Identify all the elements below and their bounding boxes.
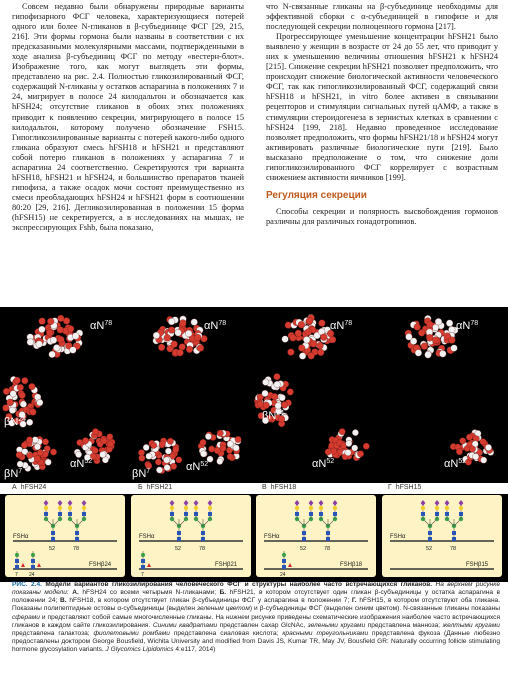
glycan-sphere xyxy=(21,442,27,448)
glycan-sphere xyxy=(310,340,317,347)
glycan-sphere xyxy=(217,458,223,464)
glycan-sphere xyxy=(176,457,182,463)
sialic-acid-diamond xyxy=(435,500,440,506)
glycan-sphere xyxy=(432,337,439,344)
glycan-sphere xyxy=(257,401,264,408)
glycan-sphere xyxy=(159,441,165,447)
galactose-circle xyxy=(208,506,212,510)
glycan-sphere xyxy=(262,379,269,386)
glcnac-square xyxy=(201,531,205,535)
galactose-circle xyxy=(82,506,86,510)
glycan-sphere xyxy=(37,449,43,455)
glycan-sphere xyxy=(30,409,37,416)
glycan-sphere xyxy=(466,434,472,440)
glycan-sphere xyxy=(45,459,51,465)
glycan-sphere xyxy=(473,453,479,459)
paragraph: что N-связанные гликаны на β-субъединице необходимы для эффективной сборки с α-субъединицей в гипофизе и для последующей секреции полноценного гормона [217]. xyxy=(266,2,498,32)
glycan-sphere xyxy=(165,448,171,454)
label-beta-n7-a: $\beta N^7$ xyxy=(4,468,23,480)
beta-subunit-label: FSHβ24 xyxy=(89,562,112,568)
glcnac-square xyxy=(15,565,19,569)
glycan-sphere xyxy=(47,318,54,325)
paragraph: Совсем недавно были обнаружены природные варианты гипофизарного ФСГ человека, характеризующиеся потерей одного или более N-гликанов в β-субъединице ФСГ [29, 215, 216]. Эти формы гормона были названы в соответствии с их предсказанными молекулярными массами, подтвержденными в ходе анализа β-субъединиц ФСГ по методу «вестерн-блот». Изображение того, как могут выглядеть эти формы, представлено на рис. 2.4. Полностью гликозилированный ФСГ, содержащий N-гликаны у остатков аспарагина в положениях 7 и 24, мигрирует в полосе 24 килодальтон и обозначается как hFSH24; отсутствие гликанов в обоих этих положениях приводит к появлению секреции, мигрирующего в полосе 15 килодальтон, которому получено обозначение FSH15. Гипогликозилированные варианты с потерей какого-либо одного гликана образуют смесь hFSH18 и hFSH21 и представляют собой потерю гликанов в положениях у аспарагина 7 и аспарагина 24 соответственно. Секретируются три варианта hFSH18, hFSH21 и hFSH24, и большинство препаратов тканей гипофиза, а также осадок мочи состоят преимущественно из смеси преобладающих hFSH24 и hFSH21 форм в соотношении 80:20 [29, 216]. Дегликозилированная в положении 15 форма (hFSH15) не секретируется, а в исследованиях на мышах, не экспрессирующих Fshb, была показано, xyxy=(12,2,244,233)
glycan-sphere xyxy=(281,402,288,409)
glycan-sphere xyxy=(70,347,77,354)
site-24-label: 24 xyxy=(280,572,286,577)
glcnac-square xyxy=(44,512,48,516)
glycan-sphere xyxy=(295,330,302,337)
glycan-sphere xyxy=(146,453,152,459)
label-alpha-n52-c: $\alpha N^{52}$ xyxy=(312,458,335,470)
glycan-sphere xyxy=(156,467,162,473)
galactose-circle xyxy=(58,506,62,510)
glcnac-square xyxy=(208,512,212,516)
glycan-sphere xyxy=(92,447,98,453)
panel-label-b: Б hFSH21 xyxy=(138,484,173,491)
sialic-acid-diamond xyxy=(194,500,199,506)
section-heading: Регуляция секреции xyxy=(266,189,367,201)
glcnac-square xyxy=(31,559,35,563)
glycan-sphere xyxy=(480,439,486,445)
glycan-panel-hfsh24 xyxy=(5,495,125,577)
glycan-sphere xyxy=(22,377,29,384)
glycan-sphere xyxy=(426,334,433,341)
molecular-models xyxy=(0,307,508,483)
glycan-sphere xyxy=(446,320,453,327)
glycan-sphere xyxy=(27,452,33,458)
glycan-sphere xyxy=(345,449,351,455)
glycan-sphere xyxy=(214,447,220,453)
glcnac-square xyxy=(302,537,306,541)
glycan-sphere xyxy=(271,393,278,400)
mannose-circle xyxy=(282,553,286,557)
glycan-sphere xyxy=(37,399,44,406)
site-24-label: 24 xyxy=(29,572,35,577)
glycan-sphere xyxy=(26,419,33,426)
label-alpha-n78-d: $\alpha N^{78}$ xyxy=(456,320,479,332)
glycan-sphere xyxy=(288,349,295,356)
glycan-sphere xyxy=(57,326,64,333)
galactose-circle xyxy=(170,506,174,510)
glycan-sphere xyxy=(352,445,358,451)
glcnac-square xyxy=(445,512,449,516)
glycan-sphere xyxy=(57,315,64,322)
glycan-sphere xyxy=(92,428,98,434)
mannose-circle xyxy=(141,553,145,557)
glycan-sphere xyxy=(168,318,175,325)
galactose-circle xyxy=(459,506,463,510)
glycan-panel-hfsh21 xyxy=(131,495,251,577)
glycan-sphere xyxy=(7,399,14,406)
glycan-sphere xyxy=(164,464,170,470)
glcnac-square xyxy=(201,537,205,541)
glycan-sphere xyxy=(233,445,239,451)
label-beta-n24-c: $\beta N^{24}$ xyxy=(262,410,285,422)
glycan-sphere xyxy=(263,402,270,409)
glycan-sphere xyxy=(305,329,312,336)
panel-label-bar xyxy=(0,483,508,494)
glycan-sphere xyxy=(275,403,282,410)
glcnac-square xyxy=(177,531,181,535)
glycan-sphere xyxy=(171,341,178,348)
fucose-triangle xyxy=(37,563,41,567)
glycan-sphere xyxy=(19,392,26,399)
site-52-label: 52 xyxy=(426,546,433,552)
glycan-sphere xyxy=(164,334,171,341)
glycan-sphere xyxy=(298,345,305,352)
galactose-circle xyxy=(295,506,299,510)
glycan-sphere xyxy=(14,377,21,384)
galactose-circle xyxy=(421,506,425,510)
galactose-circle xyxy=(184,506,188,510)
fucose-triangle xyxy=(147,563,151,567)
glycan-sphere xyxy=(406,333,413,340)
sialic-acid-diamond xyxy=(421,500,426,506)
glcnac-square xyxy=(282,565,286,569)
glycan-sphere xyxy=(200,439,206,445)
glycan-sphere xyxy=(167,438,173,444)
glycan-sphere xyxy=(151,442,157,448)
glycan-sphere xyxy=(217,430,223,436)
sialic-acid-diamond xyxy=(459,500,464,506)
glycan-sphere xyxy=(50,337,57,344)
sialic-acid-diamond xyxy=(184,500,189,506)
sialic-acid-diamond xyxy=(82,500,87,506)
glycan-sphere xyxy=(39,318,46,325)
panel-label-a: А hFSH24 xyxy=(12,484,47,491)
glcnac-square xyxy=(68,512,72,516)
glycan-sphere xyxy=(298,321,305,328)
panel-label-d: Г hFSH15 xyxy=(388,484,422,491)
glycan-sphere xyxy=(72,333,79,340)
glycan-sphere xyxy=(3,388,10,395)
label-alpha-n78-b: $\alpha N^{78}$ xyxy=(204,320,227,332)
label-alpha-n52-a: $\alpha N^{52}$ xyxy=(70,458,93,470)
glycan-sphere xyxy=(53,344,60,351)
glycan-sphere xyxy=(469,446,475,452)
galactose-circle xyxy=(68,506,72,510)
alpha-subunit-label: FSHα xyxy=(13,534,29,540)
glcnac-square xyxy=(82,512,86,516)
glycan-sphere xyxy=(32,437,38,443)
sialic-acid-diamond xyxy=(68,500,73,506)
glcnac-square xyxy=(141,565,145,569)
glycan-sphere xyxy=(299,353,306,360)
glycan-panel-hfsh18 xyxy=(256,495,376,577)
glycan-diagram xyxy=(382,495,502,577)
glycan-sphere xyxy=(42,439,48,445)
label-alpha-n78-a: $\alpha N^{78}$ xyxy=(90,320,113,332)
glycan-panel-hfsh15 xyxy=(382,495,502,577)
glycan-sphere xyxy=(205,433,211,439)
glycan-schematics xyxy=(0,495,508,577)
glycan-sphere xyxy=(485,444,491,450)
glycan-sphere xyxy=(235,436,241,442)
glycan-sphere xyxy=(303,336,310,343)
glcnac-square xyxy=(421,512,425,516)
glycan-sphere xyxy=(227,441,233,447)
glycan-sphere xyxy=(481,457,487,463)
glycan-sphere xyxy=(319,320,326,327)
site-7-label: 7 xyxy=(141,572,144,577)
site-78-label: 78 xyxy=(73,546,80,552)
glycan-sphere xyxy=(418,329,425,336)
galactose-circle xyxy=(309,506,313,510)
glycan-sphere xyxy=(194,334,201,341)
glcnac-square xyxy=(170,512,174,516)
glycan-sphere xyxy=(17,384,24,391)
glycan-sphere xyxy=(173,446,179,452)
beta-subunit-label: FSHβ21 xyxy=(215,562,238,568)
glycan-sphere xyxy=(308,352,315,359)
glcnac-square xyxy=(326,531,330,535)
glycan-sphere xyxy=(34,456,40,462)
sialic-acid-diamond xyxy=(333,500,338,506)
glycan-sphere xyxy=(168,327,175,334)
glcnac-square xyxy=(319,512,323,516)
label-alpha-n78-c: $\alpha N^{78}$ xyxy=(330,320,353,332)
glycan-sphere xyxy=(282,336,289,343)
glycan-sphere xyxy=(306,317,313,324)
label-beta-n24-a: $\beta N^{24}$ xyxy=(4,416,27,428)
glycan-sphere xyxy=(185,330,192,337)
glycan-sphere xyxy=(10,391,17,398)
paragraph: Способы секреции и полярность высвобождения гормонов различны для различных гонадотропинов. xyxy=(266,206,498,226)
glcnac-square xyxy=(15,559,19,563)
sialic-acid-diamond xyxy=(295,500,300,506)
glycan-sphere xyxy=(435,318,442,325)
glycan-sphere xyxy=(75,451,81,457)
glycan-sphere xyxy=(456,449,462,455)
sialic-acid-diamond xyxy=(445,500,450,506)
glycan-sphere xyxy=(425,351,432,358)
glcnac-square xyxy=(428,531,432,535)
glycan-sphere xyxy=(274,381,281,388)
glycan-sphere xyxy=(320,334,327,341)
glcnac-square xyxy=(459,512,463,516)
glycan-sphere xyxy=(49,351,56,358)
glcnac-square xyxy=(51,537,55,541)
glycan-sphere xyxy=(197,345,204,352)
glycan-sphere xyxy=(101,438,107,444)
glcnac-square xyxy=(302,531,306,535)
glycan-sphere xyxy=(346,440,352,446)
galactose-circle xyxy=(319,506,323,510)
glycan-sphere xyxy=(290,334,297,341)
glycan-sphere xyxy=(287,389,294,396)
figure-number: РИС. 2.4. xyxy=(12,581,42,588)
glycan-sphere xyxy=(27,339,34,346)
site-52-label: 52 xyxy=(49,546,56,552)
sialic-acid-diamond xyxy=(58,500,63,506)
glycan-sphere xyxy=(34,444,40,450)
glycan-sphere xyxy=(155,459,161,465)
glycan-sphere xyxy=(325,449,331,455)
glcnac-square xyxy=(177,537,181,541)
left-column xyxy=(12,2,244,233)
site-7-label: 7 xyxy=(15,572,18,577)
glycan-sphere xyxy=(164,457,170,463)
glycan-sphere xyxy=(421,343,428,350)
mannose-circle xyxy=(31,553,35,557)
alpha-subunit-label: FSHα xyxy=(139,534,155,540)
glycan-sphere xyxy=(26,437,32,443)
glcnac-square xyxy=(435,512,439,516)
glycan-sphere xyxy=(279,394,286,401)
glcnac-square xyxy=(282,559,286,563)
sialic-acid-diamond xyxy=(170,500,175,506)
glycan-sphere xyxy=(357,451,363,457)
glcnac-square xyxy=(452,537,456,541)
glycan-sphere xyxy=(29,383,36,390)
glcnac-square xyxy=(75,531,79,535)
glycan-sphere xyxy=(317,349,324,356)
glycan-sphere xyxy=(58,336,65,343)
fucose-triangle xyxy=(21,563,25,567)
glycan-sphere xyxy=(200,451,206,457)
glcnac-square xyxy=(452,531,456,535)
sialic-acid-diamond xyxy=(44,500,49,506)
glycan-diagram xyxy=(131,495,251,577)
glycan-sphere xyxy=(186,346,193,353)
glycan-sphere xyxy=(36,341,43,348)
glycan-sphere xyxy=(363,443,369,449)
glcnac-square xyxy=(58,512,62,516)
glycan-sphere xyxy=(3,405,10,412)
glycan-sphere xyxy=(107,441,113,447)
body-text xyxy=(12,2,498,304)
label-alpha-n52-d: $\alpha N^{52}$ xyxy=(444,458,467,470)
glycan-sphere xyxy=(262,390,269,397)
glycan-sphere xyxy=(175,329,182,336)
glycan-sphere xyxy=(17,461,23,467)
site-78-label: 78 xyxy=(324,546,331,552)
glycan-sphere xyxy=(444,333,451,340)
alpha-subunit-label: FSHα xyxy=(264,534,280,540)
glcnac-square xyxy=(194,512,198,516)
glcnac-square xyxy=(295,512,299,516)
glycan-sphere xyxy=(158,344,165,351)
glycan-sphere xyxy=(451,345,458,352)
glycan-sphere xyxy=(100,451,106,457)
figure-caption: РИС. 2.4. Модели вариантов гликозилирования человеческого ФСГ и структуры наиболее часто встречающихся гликанов. На верхнем рисунке показаны модели: А. hFSH24 со всеми четырьмя N-гликанами; Б. hFSH21, в котором отсутствует один гликан β-субъединицы у остатка аспарагина в положении 24; В. hFSH18, в котором отсутствует гликан β-субъединицы ФСГ у аспарагина в положении 7; Г. hFSH15, в котором отсутствуют оба гликана. Показаны полипептидные остовы α-субъединицы (выделен зеленым цветом) и β-субъединицы ФСГ (выделен синим цветом). N-связанные гликаны показаны сферами и представляют собой самые многочисленные гликаны. На нижнем рисунке приведены схематические изображения наиболее часто встречающихся гликанов в каждом сайте гликозилирования. Синими квадратами представлен сахар GlcNAc, зелеными кругами представлена манноза; желтыми кругами представлена галактоза; фиолетовыми ромбами представлена сиаловая кислота; красными треугольниками представлена фукоза (Данные любезно предоставлены доктором George Bousfield, Wichita University and modified from Davis JS, Kumar TR, May JV, Bousfield GR: Naturally occurring follicle stimulating hormone glycosylation variants. J Glycomics Lipidomics 4:e117, 2014) xyxy=(12,581,501,654)
glycan-sphere xyxy=(9,407,16,414)
glycan-sphere xyxy=(16,452,22,458)
glycan-sphere xyxy=(415,350,422,357)
glycan-sphere xyxy=(139,455,145,461)
glycan-sphere xyxy=(67,326,74,333)
caption-title: Модели вариантов гликозилирования человеческого ФСГ и структуры наиболее часто встречающихся гликанов. xyxy=(45,581,433,588)
glycan-sphere xyxy=(317,342,324,349)
site-52-label: 52 xyxy=(175,546,182,552)
sialic-acid-diamond xyxy=(208,500,213,506)
galactose-circle xyxy=(435,506,439,510)
sialic-acid-diamond xyxy=(309,500,314,506)
galactose-circle xyxy=(194,506,198,510)
glycan-diagram xyxy=(256,495,376,577)
alpha-subunit-label: FSHα xyxy=(390,534,406,540)
glycan-sphere xyxy=(177,349,184,356)
glcnac-square xyxy=(333,512,337,516)
beta-subunit-label: FSHβ15 xyxy=(466,562,489,568)
glcnac-square xyxy=(31,565,35,569)
glycan-sphere xyxy=(143,444,149,450)
label-beta-n7-b: $\beta N^7$ xyxy=(132,468,151,480)
glcnac-square xyxy=(75,537,79,541)
glycan-sphere xyxy=(220,445,226,451)
glycan-sphere xyxy=(427,321,434,328)
site-78-label: 78 xyxy=(450,546,457,552)
label-alpha-n52-b: $\alpha N^{52}$ xyxy=(186,461,209,473)
glcnac-square xyxy=(51,531,55,535)
right-column xyxy=(266,2,498,227)
site-78-label: 78 xyxy=(199,546,206,552)
fucose-triangle xyxy=(288,563,292,567)
panel-label-c: В hFSH18 xyxy=(262,484,297,491)
mannose-circle xyxy=(15,553,19,557)
glycan-sphere xyxy=(39,326,46,333)
glcnac-square xyxy=(428,537,432,541)
beta-subunit-label: FSHβ18 xyxy=(340,562,363,568)
glycan-sphere xyxy=(339,428,345,434)
glycan-sphere xyxy=(20,401,27,408)
glycan-sphere xyxy=(153,332,160,339)
glycan-sphere xyxy=(460,438,466,444)
galactose-circle xyxy=(333,506,337,510)
glycan-sphere xyxy=(329,336,336,343)
glcnac-square xyxy=(141,559,145,563)
glycan-sphere xyxy=(191,319,198,326)
glycan-diagram xyxy=(5,495,125,577)
glycan-sphere xyxy=(46,330,53,337)
glycan-sphere xyxy=(82,438,88,444)
glycan-sphere xyxy=(50,449,56,455)
glycan-sphere xyxy=(414,324,421,331)
glycan-sphere xyxy=(439,350,446,357)
galactose-circle xyxy=(445,506,449,510)
glycan-sphere xyxy=(352,429,358,435)
paragraph: Прогрессирующее уменьшение концентрации hFSH21 было выявлено у женщин в возрасте от 24 до 55 лет, что приводит у них к уменьшению величины отношения hFSH21 к hFSH24 [215]. Снижение секреции hFSH21 позволяет предположить, что происходит снижение биологической активности человеческого ФСГ, так как гипогликозилированный ФСГ, содержащий связи hFSH18 и hFSH21, in vitro более активен в связывании рецепторов и стимуляции сигнальных путей цАМФ, а также в стимуляции стероидогенеза в зернистых клетках в сравнении с hFSH24 [199, 218]. Недавно проведенное исследование позволяет предположить, что формы hFSH21/18 и hFSH24 могут активировать различные биологические пути [219]. Было высказано предположение о том, что снижение доли гипогликозилированного ФСГ коррелирует с возрастным снижением активности яичников [199]. xyxy=(266,32,498,182)
site-52-label: 52 xyxy=(300,546,307,552)
glycan-sphere xyxy=(274,373,281,380)
glcnac-square xyxy=(309,512,313,516)
glcnac-square xyxy=(184,512,188,516)
glycan-sphere xyxy=(227,454,233,460)
glycan-sphere xyxy=(180,320,187,327)
sialic-acid-diamond xyxy=(319,500,324,506)
glcnac-square xyxy=(326,537,330,541)
galactose-circle xyxy=(44,506,48,510)
